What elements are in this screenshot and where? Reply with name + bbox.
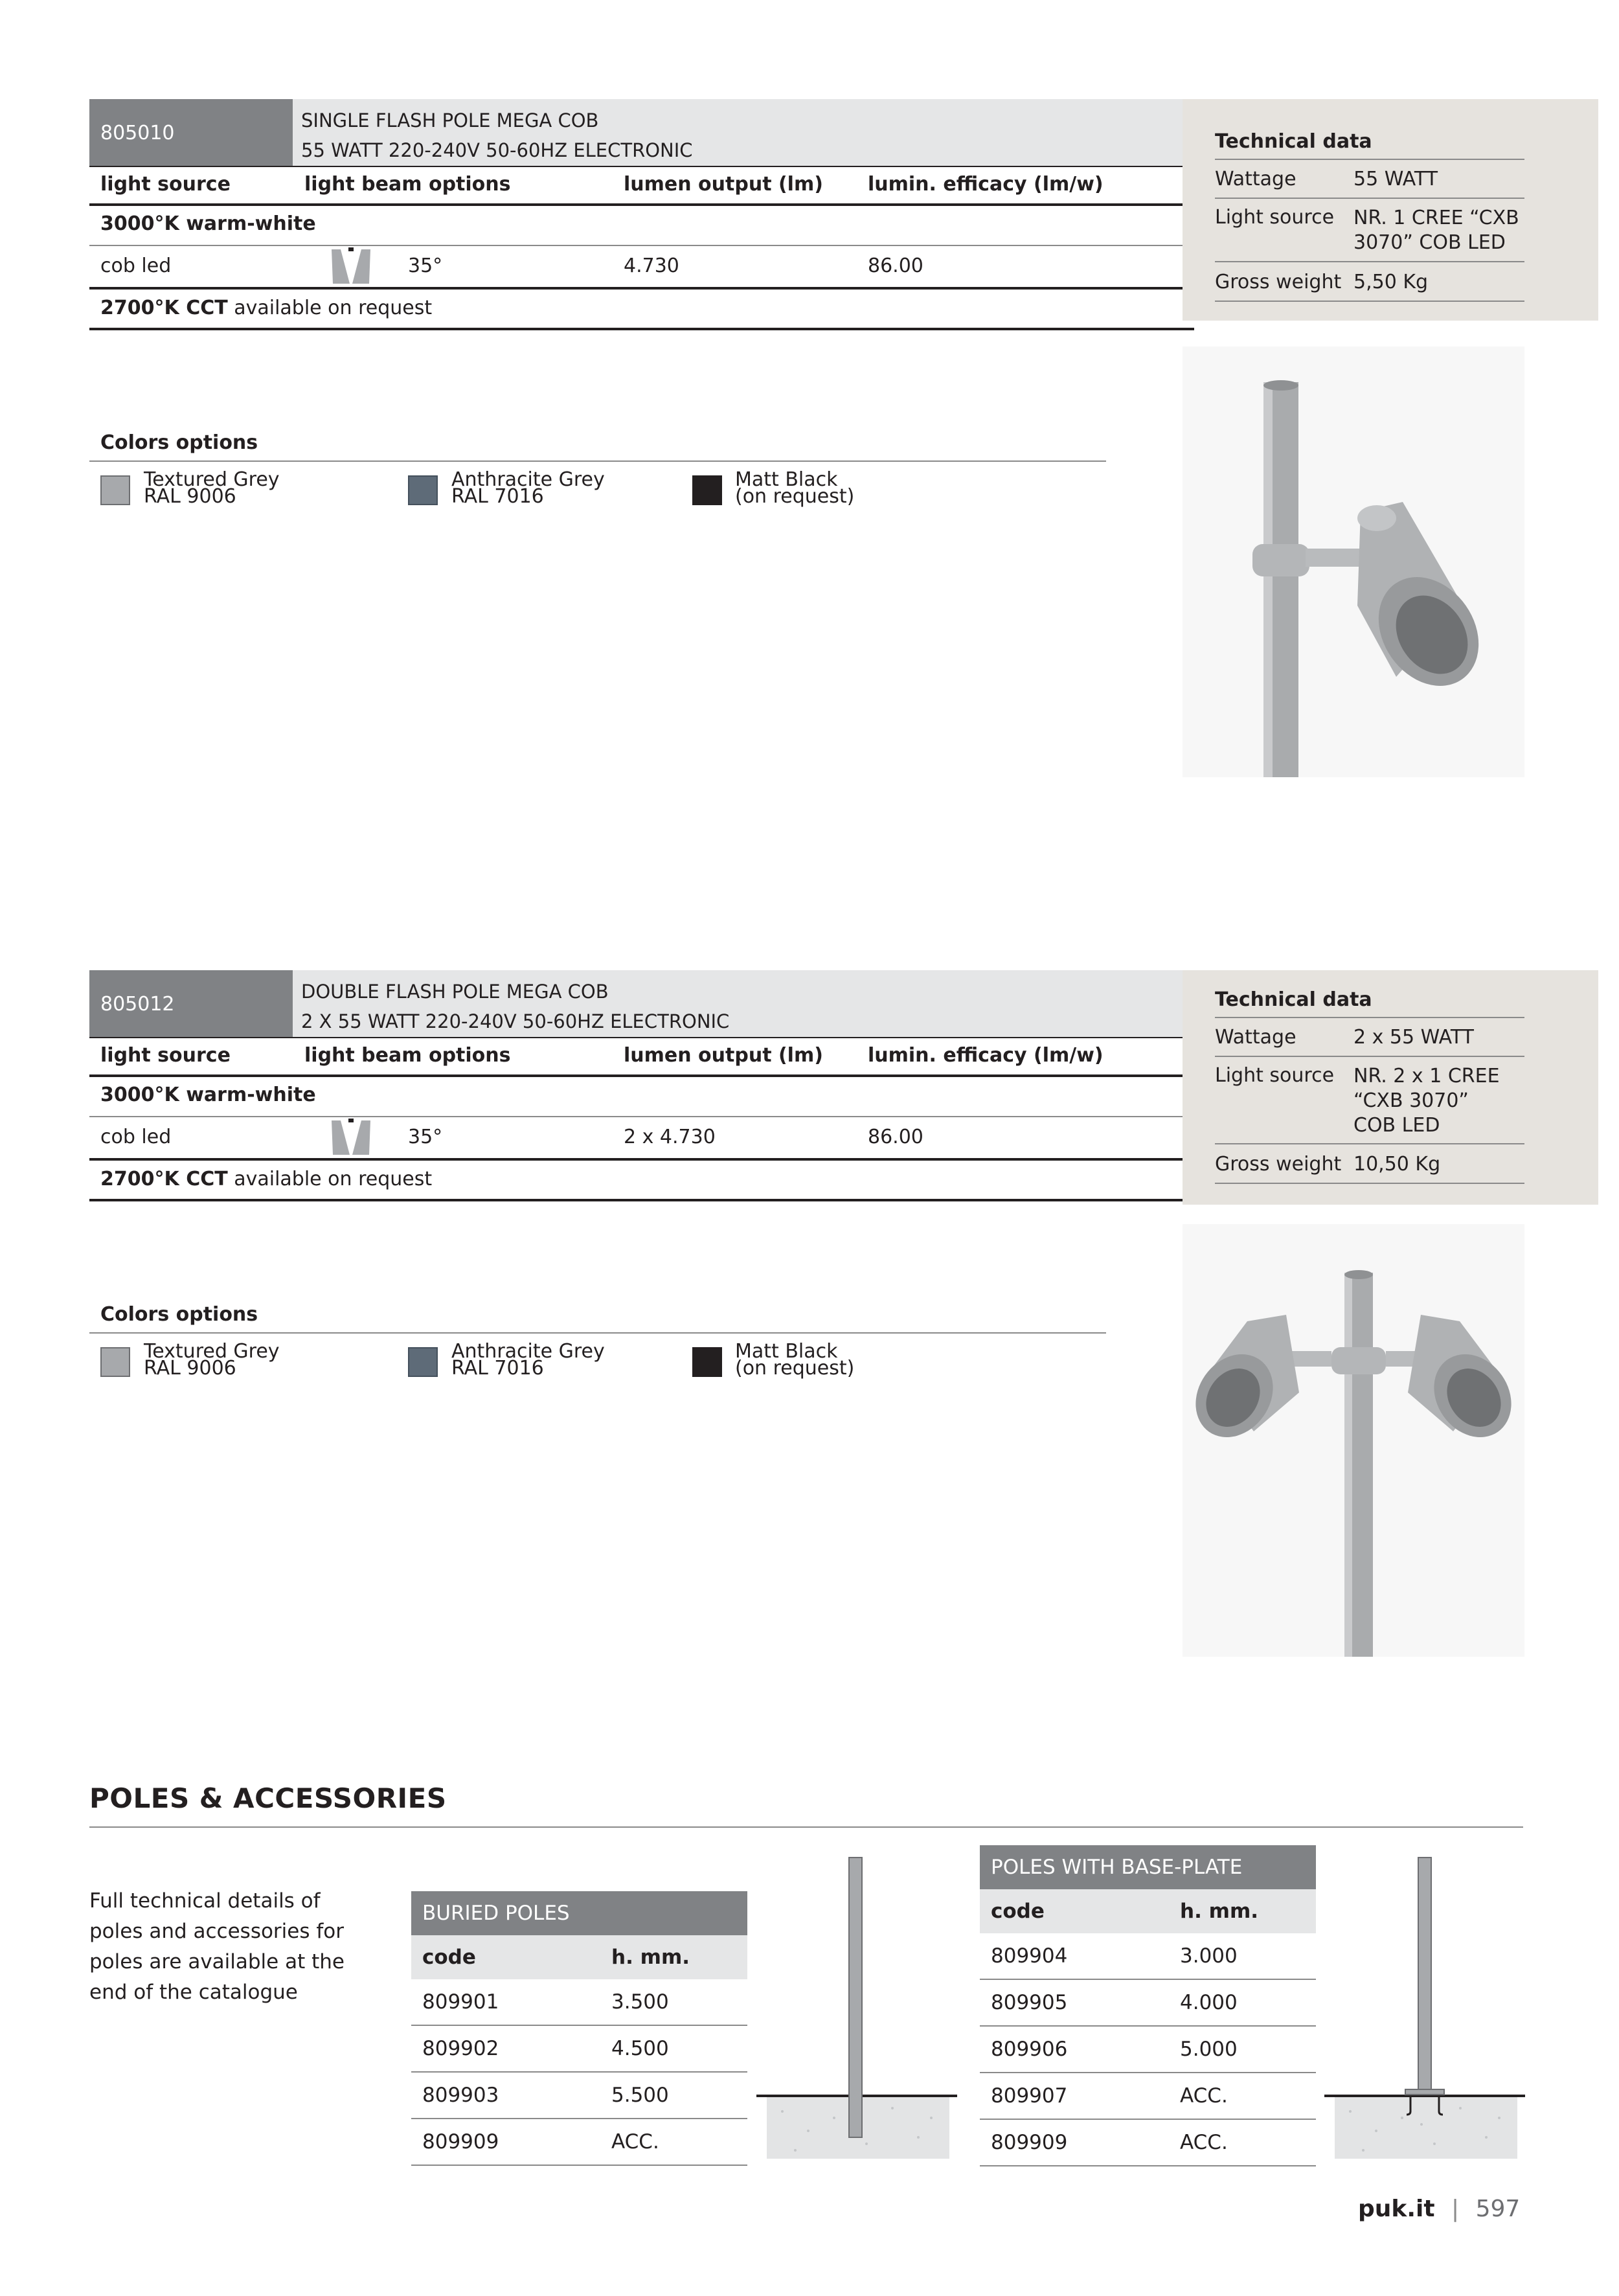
divider	[1215, 1183, 1524, 1184]
wattage-label: Wattage	[1215, 1026, 1296, 1049]
color-code: RAL 9006	[144, 1357, 236, 1380]
lumen-value: 4.730	[624, 255, 679, 277]
light-source-value: cob led	[100, 1126, 172, 1148]
cct-note-rest: available on request	[227, 297, 433, 319]
header-beam-options: light beam options	[304, 1044, 511, 1067]
pole-code: 809905	[980, 1979, 1169, 2026]
light-source-value	[1353, 206, 1519, 255]
divider	[89, 460, 1106, 462]
table-row	[411, 2072, 747, 2119]
gross-weight-label: Gross weight	[1215, 1153, 1342, 1176]
header-efficacy: lumin. efficacy (lm/w)	[868, 173, 1104, 196]
color-temperature: 3000°K warm-white	[100, 1084, 316, 1106]
color-label-matt-black	[735, 468, 855, 508]
divider	[1215, 1017, 1524, 1018]
product-title: DOUBLE FLASH POLE MEGA COB	[301, 981, 609, 1003]
pole-height: 5.500	[600, 2072, 747, 2119]
lumen-value: 2 x 4.730	[624, 1126, 716, 1148]
header-light-source: light source	[100, 1044, 231, 1067]
wattage-value: 2 x 55 WATT	[1353, 1026, 1474, 1049]
divider	[89, 328, 1194, 330]
table-row	[980, 1933, 1316, 1979]
beam-value: 35°	[408, 255, 443, 277]
footer-separator: |	[1451, 2196, 1460, 2222]
color-label-anthracite-grey	[451, 1340, 605, 1380]
divider	[89, 1074, 1194, 1077]
divider	[1215, 159, 1524, 160]
technical-data-title: Technical data	[1215, 130, 1372, 153]
product-section-2	[89, 970, 1106, 1216]
color-name: Textured Grey	[144, 468, 280, 491]
technical-data-box	[1183, 99, 1598, 321]
table-row	[980, 1979, 1316, 2026]
divider	[89, 1199, 1194, 1201]
product-title: SINGLE FLASH POLE MEGA COB	[301, 109, 599, 131]
divider	[89, 1158, 1194, 1161]
header-beam-options: light beam options	[304, 173, 511, 196]
column-header-height: h. mm.	[600, 1935, 747, 1979]
cct-note	[100, 1168, 432, 1190]
divider	[89, 1037, 1194, 1038]
pole-code: 809909	[411, 2119, 600, 2165]
light-source-line: 3070” COB LED	[1353, 231, 1506, 254]
light-source-label: Light source	[1215, 1064, 1335, 1087]
color-label-matt-black	[735, 1340, 855, 1380]
table-row	[980, 2119, 1316, 2166]
pole-code: 809902	[411, 2025, 600, 2072]
divider	[89, 203, 1194, 206]
product-code-text: 805012	[100, 992, 175, 1016]
light-source-line: NR. 2 x 1 CREE	[1353, 1065, 1500, 1087]
table-title: POLES WITH BASE-PLATE	[980, 1845, 1316, 1889]
product-section-1	[89, 99, 1106, 345]
product-title-box	[293, 970, 1194, 1038]
color-name: Matt Black	[735, 468, 838, 491]
poles-note-line: end of the catalogue	[89, 1981, 298, 2004]
pole-code: 809907	[980, 2073, 1169, 2119]
page-number: 597	[1475, 2196, 1521, 2222]
header-light-source: light source	[100, 173, 231, 196]
table-header-row	[411, 1935, 747, 1979]
pole-code: 809909	[980, 2119, 1169, 2166]
baseplate-poles-table	[980, 1845, 1316, 2166]
cct-note-bold: 2700°K CCT	[100, 1168, 228, 1190]
color-name: Matt Black	[735, 1340, 838, 1363]
table-row	[980, 2073, 1316, 2119]
table-row	[411, 2025, 747, 2072]
pole-height: ACC.	[1169, 2073, 1316, 2119]
color-temperature: 3000°K warm-white	[100, 212, 316, 235]
poles-note-line: Full technical details of	[89, 1889, 321, 1913]
divider	[89, 1826, 1523, 1828]
pole-height: 5.000	[1169, 2026, 1316, 2073]
pole-height: 4.500	[600, 2025, 747, 2072]
color-swatch-matt-black	[692, 475, 722, 505]
pole-height: ACC.	[600, 2119, 747, 2165]
wattage-value: 55 WATT	[1353, 168, 1438, 190]
gross-weight-value: 10,50 Kg	[1353, 1153, 1441, 1176]
product-image-double-flash	[1183, 1224, 1524, 1657]
divider	[1215, 198, 1524, 199]
buried-poles-table	[411, 1891, 747, 2166]
table-row	[980, 2026, 1316, 2073]
header-efficacy: lumin. efficacy (lm/w)	[868, 1044, 1104, 1067]
baseplate-pole-diagram	[1324, 1852, 1525, 2163]
color-code: (on request)	[735, 1357, 855, 1380]
wattage-label: Wattage	[1215, 168, 1296, 190]
color-swatch-matt-black	[692, 1347, 722, 1377]
color-code: RAL 7016	[451, 485, 544, 508]
divider	[1215, 261, 1524, 262]
divider	[89, 287, 1194, 290]
poles-accessories-heading: POLES & ACCESSORIES	[89, 1782, 447, 1814]
pole-code: 809901	[411, 1979, 600, 2025]
product-title-box	[293, 99, 1194, 166]
light-source-line: “CXB 3070”	[1353, 1089, 1469, 1112]
table-title: BURIED POLES	[411, 1891, 747, 1935]
product-image-single-flash	[1183, 347, 1524, 777]
efficacy-value: 86.00	[868, 255, 923, 277]
color-swatch-textured-grey	[100, 1347, 130, 1377]
table-title-row	[980, 1845, 1316, 1889]
color-swatch-textured-grey	[100, 475, 130, 505]
gross-weight-label: Gross weight	[1215, 271, 1342, 293]
cct-note-bold: 2700°K CCT	[100, 297, 228, 319]
color-code: RAL 7016	[451, 1357, 544, 1380]
poles-note-line: poles and accessories for	[89, 1920, 344, 1943]
efficacy-value: 86.00	[868, 1126, 923, 1148]
site-link[interactable]: puk.it	[1358, 2196, 1435, 2222]
color-swatch-anthracite-grey	[408, 475, 438, 505]
table-row	[411, 1979, 747, 2025]
pole-height: 3.000	[1169, 1933, 1316, 1979]
color-name: Anthracite Grey	[451, 1340, 605, 1363]
divider	[89, 245, 1194, 246]
divider	[89, 1332, 1106, 1334]
product-subtitle: 2 X 55 WATT 220-240V 50-60HZ ELECTRONIC	[301, 1010, 730, 1032]
light-source-value: cob led	[100, 255, 172, 277]
column-header-code: code	[980, 1889, 1169, 1933]
cct-note	[100, 297, 432, 319]
technical-data-box	[1183, 970, 1598, 1205]
gross-weight-value: 5,50 Kg	[1353, 271, 1429, 293]
light-source-line: NR. 1 CREE “CXB	[1353, 207, 1519, 229]
pole-height: 3.500	[600, 1979, 747, 2025]
poles-note-line: poles are available at the	[89, 1950, 345, 1973]
buried-pole-diagram	[756, 1852, 957, 2163]
color-code: (on request)	[735, 485, 855, 508]
color-label-textured-grey	[144, 1340, 280, 1380]
divider	[1215, 301, 1524, 302]
pole-height: 4.000	[1169, 1979, 1316, 2026]
pole-code: 809903	[411, 2072, 600, 2119]
page-footer	[1358, 2196, 1520, 2222]
pole-height: ACC.	[1169, 2119, 1316, 2166]
product-code	[89, 99, 293, 166]
poles-note	[89, 1886, 345, 2008]
divider	[1215, 1056, 1524, 1057]
color-label-anthracite-grey	[451, 468, 605, 508]
color-name: Textured Grey	[144, 1340, 280, 1363]
color-swatch-anthracite-grey	[408, 1347, 438, 1377]
divider	[1215, 1143, 1524, 1144]
beam-value: 35°	[408, 1126, 443, 1148]
light-source-value	[1353, 1064, 1500, 1138]
column-header-height: h. mm.	[1169, 1889, 1316, 1933]
header-lumen-output: lumen output (lm)	[624, 173, 823, 196]
divider	[89, 1116, 1194, 1117]
beam-angle-icon	[332, 1117, 370, 1157]
product-subtitle: 55 WATT 220-240V 50-60HZ ELECTRONIC	[301, 139, 693, 161]
colors-title: Colors options	[100, 431, 258, 454]
color-name: Anthracite Grey	[451, 468, 605, 491]
light-source-line: COB LED	[1353, 1114, 1440, 1137]
column-header-code: code	[411, 1935, 600, 1979]
cct-note-rest: available on request	[227, 1168, 433, 1190]
technical-data-title: Technical data	[1215, 988, 1372, 1011]
color-code: RAL 9006	[144, 485, 236, 508]
header-lumen-output: lumen output (lm)	[624, 1044, 823, 1067]
pole-code: 809904	[980, 1933, 1169, 1979]
pole-code: 809906	[980, 2026, 1169, 2073]
colors-title: Colors options	[100, 1303, 258, 1326]
light-source-label: Light source	[1215, 206, 1335, 229]
product-code	[89, 970, 293, 1038]
table-title-row	[411, 1891, 747, 1935]
divider	[89, 166, 1194, 167]
product-code-text: 805010	[100, 121, 175, 144]
color-label-textured-grey	[144, 468, 280, 508]
beam-angle-icon	[332, 246, 370, 286]
table-row	[411, 2119, 747, 2165]
table-header-row	[980, 1889, 1316, 1933]
